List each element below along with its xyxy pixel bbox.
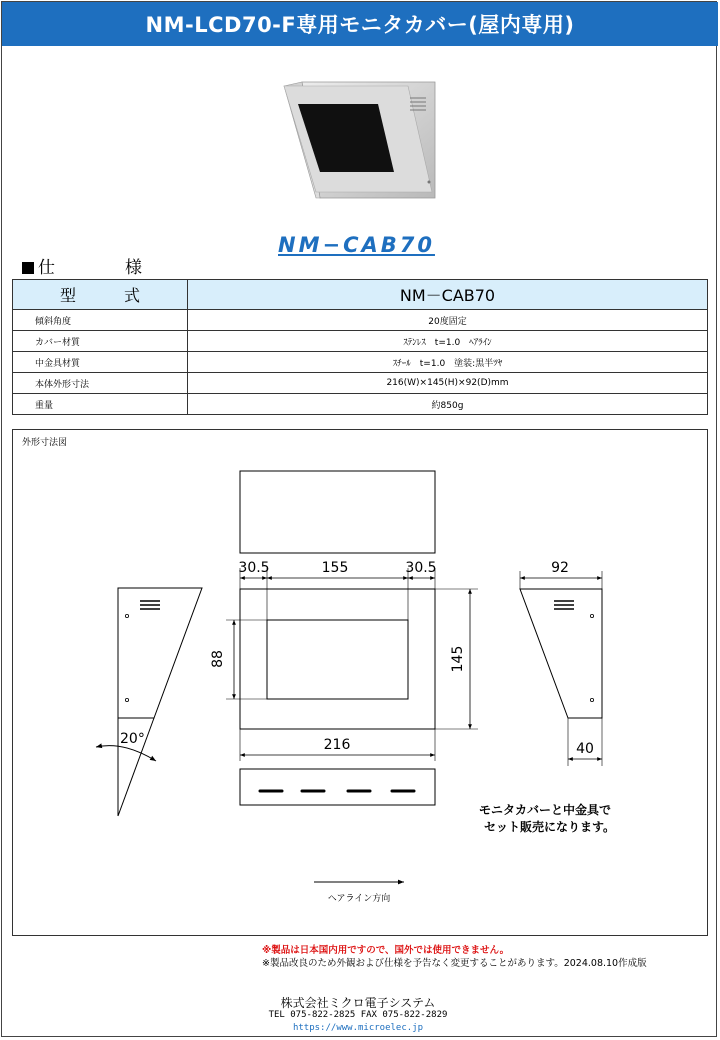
footer-contact: TEL 075-822-2825 FAX 075-822-2829	[268, 1010, 448, 1020]
row-label: 中金具材質	[13, 352, 188, 373]
screen-opening	[267, 620, 408, 699]
dim-right-margin: 30.5	[405, 560, 437, 576]
dim-inner-height: 88	[210, 650, 226, 668]
table-row	[13, 310, 708, 331]
dim-angle: 20°	[120, 731, 145, 747]
model-link[interactable]: NM−CAB70	[278, 233, 435, 257]
dim-left-margin: 30.5	[238, 560, 270, 576]
table-row	[13, 331, 708, 352]
spec-table	[12, 279, 708, 415]
change-note: ※製品改良のため外観および仕様を予告なく変更することがあります。2024.08.10作成版	[262, 958, 647, 969]
drawing-label: 外形寸法図	[22, 438, 68, 448]
dim-depth: 92	[551, 560, 569, 576]
bottom-view	[240, 769, 435, 805]
domestic-note: ※製品は日本国内用ですので、国外では使用できません。	[262, 945, 510, 956]
row-value: ｽﾃﾝﾚｽ t=1.0 ﾍｱﾗｲﾝ	[188, 331, 708, 352]
front-view	[240, 589, 435, 729]
row-value: 216(W)×145(H)×92(D)mm	[188, 373, 708, 394]
model-label: 型 式	[13, 280, 188, 310]
product-photo	[280, 80, 440, 210]
row-label: カバー材質	[13, 331, 188, 352]
table-row	[13, 373, 708, 394]
row-value: 約850g	[188, 394, 708, 415]
model-value: NM－CAB70	[188, 280, 708, 310]
table-row	[13, 394, 708, 415]
set-note-line1: モニタカバーと中金具で	[479, 803, 612, 817]
top-view	[240, 471, 435, 553]
table-row	[13, 352, 708, 373]
row-label: 傾斜角度	[13, 310, 188, 331]
row-value: 20度固定	[188, 310, 708, 331]
dim-bottom-depth: 40	[576, 741, 594, 757]
footer-company: 株式会社ミクロ電子システム	[280, 996, 436, 1010]
dimension-drawing	[12, 429, 708, 936]
row-label: 本体外形寸法	[13, 373, 188, 394]
set-note-line2: セット販売になります。	[484, 820, 616, 834]
dim-width: 216	[323, 737, 351, 753]
dim-inner-width: 155	[321, 560, 349, 576]
page-title: NM-LCD70-F専用モニタカバー(屋内専用)	[2, 2, 718, 46]
spec-heading: 仕 様	[22, 253, 142, 278]
hairline-direction: ヘアライン方向	[327, 894, 391, 904]
square-bullet-icon	[22, 262, 34, 274]
dim-height: 145	[450, 645, 466, 673]
row-label: 重量	[13, 394, 188, 415]
left-side-view	[118, 588, 202, 718]
row-value: ｽﾁｰﾙ t=1.0 塗装:黒半ﾂﾔ	[188, 352, 708, 373]
footer-url[interactable]: https://www.microelec.jp	[292, 1023, 424, 1033]
spec-header-row	[13, 280, 708, 310]
